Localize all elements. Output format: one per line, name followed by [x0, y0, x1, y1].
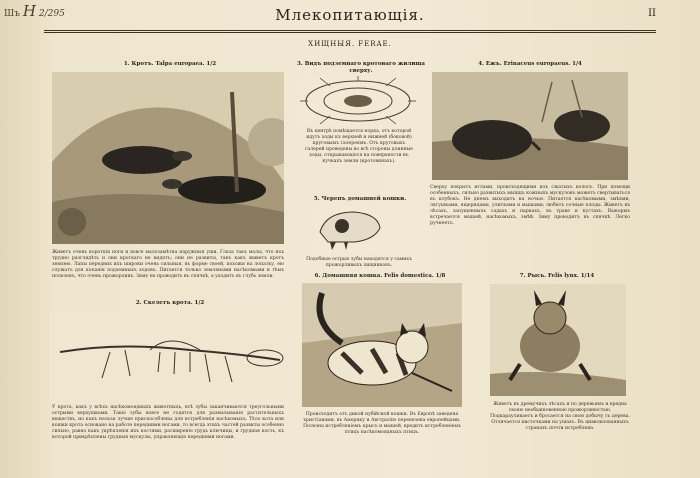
hedgehog-text: Сверху покрытъ иглами, происходящими изъ сжатыхъ волосъ. При помощи особенныхъ, сильно развитыхъ мышцъ кожныхъ мускуловъ можетъ свертываться въ клубокъ. Не днемъ выходитъ на ночью. Питается насѣкомыми, змѣями, лягушками, ящерицами, улитками и мышами; любитъ сочные плоды. Живетъ въ лѣсахъ, запущенныхъ садахъ и паркахъ, въ траве и кустахъ. Выкормъ встречается мышей, насѣкомыхъ, змѣй. Зиму проводитъ въ спячкѣ. Легко ручнеетъ.: [430, 185, 630, 226]
skull-text: Подобные острые зубы находятся у самихъ прожорливыхъ хищниковъ.: [306, 257, 412, 268]
skeleton-illustration: [50, 312, 288, 400]
lynx-illustration: [490, 284, 626, 396]
mole-text: Живетъ очень короткія ноги и вовсе малозамѣтна наружныя уши. Глаза такъ малы, что ихъ трудно разглядѣть и они кроткаго не видятъ; они не развиты, такъ какъ живетъ кротъ землею. Лапы передних ихъ широки очень сильныя, въ форме своей, похожи на лопатку, ею служатъ для копанія подземныхъ ходовъ. Питается только земляными насѣкомыми и тѣмъ полезенъ, что очень прожорливъ. Зиму не проводитъ въ спячкѣ, а уходитъ въ глубь земли.: [52, 250, 284, 279]
page-title: Млекопитающія.: [275, 6, 425, 24]
nest-caption: 3. Видъ подземнаго кротоваго жилища сверху.: [297, 61, 425, 74]
hedgehog-caption: 4. Ежъ. Erinaceus europaeus. 1/4: [478, 61, 582, 67]
top-rule-2: [44, 32, 656, 33]
catalog-letter: Н: [22, 2, 36, 20]
skull-caption: 5. Черепъ домашней кошки.: [313, 196, 407, 202]
mole-caption: 1. Кротъ. Talpa europaea. 1/2: [123, 61, 217, 67]
top-rule: [44, 30, 656, 31]
cat-caption: 6. Домашняя кошка. Felis domestica. 1/8: [314, 273, 446, 279]
nest-text: Въ центрѣ помѣщается норка, отъ которой идутъ ходы къ верхней и нижней (боковой) круговымъ галереямъ. Отъ круговыхъ галерей проведены во всѣ стороны длинные ходы, открывающіеся на поверхности въ кучкахъ земли (кротовинахъ).: [304, 129, 414, 164]
mole-illustration: [52, 72, 284, 244]
lynx-caption: 7. Рысь. Felis lynx. 1/14: [519, 273, 595, 279]
plate-number: II: [648, 8, 656, 19]
catalog-prefix: Шъ: [4, 9, 20, 19]
catalog-num: 2: [38, 9, 45, 19]
catalog-mark: Шъ Н 2/295: [4, 2, 65, 20]
lynx-text: Живетъ въ дремучихъ лѣсахъ и по деревьямъ и вредна своею необыкновенною прожорливостью. Подкарауливаетъ и бросается на свою добычу съ дерева. Отличается кисточками на ушахъ. Въ цивилизованныхъ странахъ почти истреблена.: [490, 402, 630, 431]
nest-illustration: [300, 76, 416, 126]
cat-text: Происходитъ отъ дикой нубійской кошки. Въ Европѣ заведена христіанами, въ Америку и Австралію перевезена европейцами. Полезна истребленіемъ крысъ и мышей, вредитъ истребленіемъ птицъ насѣкомоядныхъ птицъ.: [303, 412, 461, 435]
skeleton-caption: 2. Скелетъ крота. 1/2: [135, 300, 205, 306]
skull-illustration: [314, 206, 384, 252]
catalog-den: 295: [47, 9, 65, 19]
hedgehog-illustration: [432, 72, 628, 180]
section-title: ХИЩНЫЯ. FERAE.: [308, 40, 392, 48]
cat-illustration: [302, 283, 462, 407]
skeleton-text: У крота, какъ у всѣхъ насѣкомоядныхъ животныхъ, всѣ зубы заканчиваются треугольными острыми верхушками. Такіе зубы вовсе не годятся для размалыванія растительныхъ веществъ, но какъ нельзя лучше приспособлены для истребленія насѣкомыхъ. Тѣло кота или кошки крота основано на работе передними ногами, то всегда этихъ частей развиты особенно сильно, равно какъ укрѣпленія ихъ костями, расширеніе грудь ключицы, и грудная кость, къ которой прикрѣплены грудныя мускулы, управляющія передними ногами.: [52, 405, 284, 440]
